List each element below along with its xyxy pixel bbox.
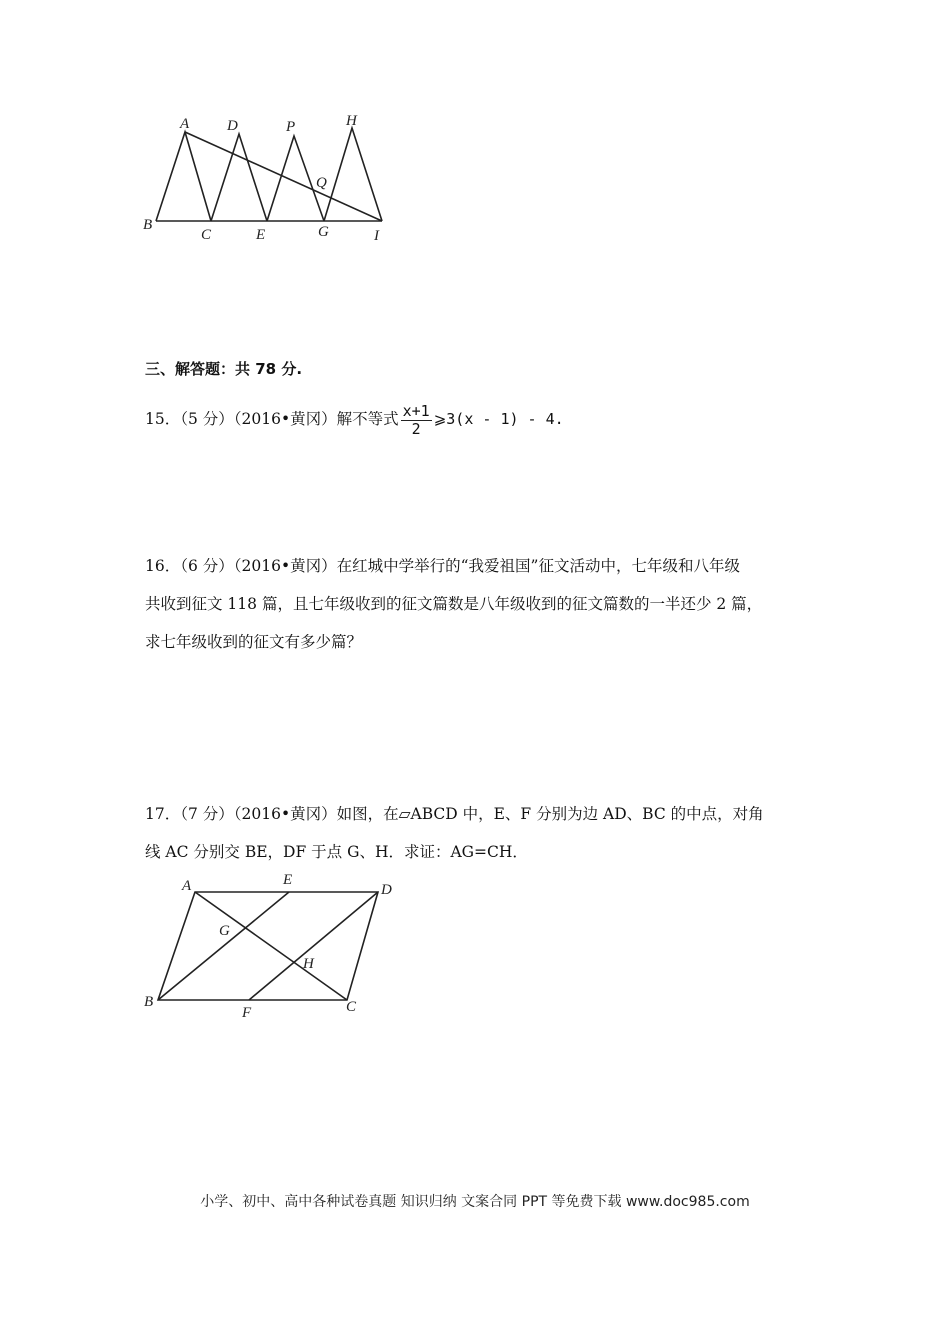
question-17-line1: 17．（7 分）（2016•黄冈）如图，在▱ABCD 中，E、F 分别为边 AD、BC 的中点，对角	[145, 805, 764, 823]
fraction	[401, 403, 432, 438]
label-H: H	[346, 113, 357, 129]
label-B: B	[143, 217, 153, 233]
section-title: 三、解答题：共 78 分.	[145, 360, 303, 378]
label-F: F	[242, 1005, 252, 1020]
label-D: D	[381, 882, 392, 898]
label-E: E	[283, 872, 293, 888]
label-C: C	[201, 227, 212, 243]
figure-triangles	[138, 108, 398, 248]
fraction-numerator: x+1	[402, 401, 430, 420]
question-15	[145, 400, 805, 438]
label-A: A	[182, 878, 192, 894]
question-15-text: 15．（5 分）（2016•黄冈）解不等式	[145, 410, 399, 428]
figure-parallelogram	[138, 872, 400, 1020]
label-E: E	[256, 227, 266, 243]
label-A: A	[180, 116, 190, 132]
figure-parallelogram-lines	[158, 892, 378, 1000]
label-P: P	[286, 119, 296, 135]
label-C: C	[346, 999, 357, 1015]
figure-triangles-lines	[156, 128, 382, 221]
question-16-line1: 16．（6 分）（2016•黄冈）在红城中学举行的“我爱祖国”征文活动中，七年级和八年级	[145, 557, 740, 575]
label-D: D	[227, 118, 238, 134]
label-H: H	[303, 956, 314, 972]
label-G: G	[318, 224, 329, 240]
label-Q: Q	[316, 175, 327, 191]
page-footer: 小学、初中、高中各种试卷真题 知识归纳 文案合同 PPT 等免费下载 www.doc985.com	[200, 1194, 750, 1210]
question-16-line3: 求七年级收到的征文有多少篇？	[145, 633, 363, 651]
question-17	[145, 795, 805, 871]
label-B: B	[144, 994, 154, 1010]
inequality-rest: ⩾3(x - 1) - 4.	[433, 410, 564, 428]
question-16-line2: 共收到征文 118 篇，且七年级收到的征文篇数是八年级收到的征文篇数的一半还少 2 篇，	[145, 595, 763, 613]
label-G: G	[219, 923, 230, 939]
question-16	[145, 547, 805, 661]
question-17-line2: 线 AC 分别交 BE，DF 于点 G、H．求证：AG=CH．	[145, 843, 528, 861]
label-I: I	[374, 228, 379, 244]
fraction-denominator: 2	[411, 419, 421, 438]
